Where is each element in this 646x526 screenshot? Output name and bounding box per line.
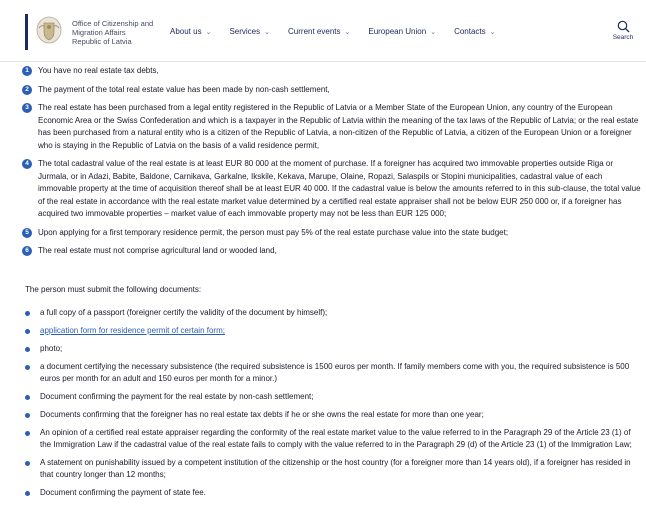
bullet-icon [25,311,30,316]
document-item [25,409,637,421]
coat-of-arms-icon[interactable] [36,16,62,44]
nav-label: Services [229,27,261,36]
site-header [0,0,646,62]
search-label: Search [612,34,634,41]
number-badge: 6 [22,246,32,256]
documents-list [25,307,637,499]
bullet-icon [25,365,30,370]
document-item [25,307,637,319]
nav-european-union[interactable] [368,27,436,36]
bullet-icon [25,491,30,496]
document-text: photo; [40,344,63,353]
search-button[interactable] [608,20,638,41]
bullet-icon [25,395,30,400]
chevron-down-icon: ⌄ [205,28,212,36]
document-item [25,325,637,337]
document-text: Document confirming the payment for the real estate by non-cash settlement; [40,392,314,401]
application-form-link[interactable]: application form for residence permit of certain form; [40,326,225,335]
chevron-down-icon: ⌄ [430,28,437,36]
document-text: Documents confirming that the foreigner has no real estate tax debts if he or she owns the real estate for more than one year; [40,410,484,419]
nav-current-events[interactable] [288,27,350,36]
nav-contacts[interactable] [454,27,495,36]
number-badge: 5 [22,228,32,238]
document-text: A statement on punishability issued by a competent institution of the citizenship or the host country (for a foreigner more than 14 years old), if a foreigner has resided in that country longer than 12 months; [40,458,631,479]
bullet-icon [25,461,30,466]
main-navigation [170,27,514,36]
nav-label: Current events [288,27,341,36]
conditions-list [22,62,642,258]
condition-item [22,158,642,221]
condition-item [22,102,642,152]
chevron-down-icon: ⌄ [264,28,271,36]
bullet-icon [25,413,30,418]
nav-services[interactable] [229,27,270,36]
document-item [25,457,637,481]
document-item [25,427,637,451]
number-badge: 1 [22,66,32,76]
condition-text: The payment of the total real estate value has been made by non-cash settlement, [38,84,330,94]
condition-item [22,84,642,97]
document-text: An opinion of a certified real estate appraiser regarding the conformity of the real estate market value to the value referred to in the Paragraph 29 of the Article 23 (1) of the Immigration Law if the cadastral value of the real estate fails to comply with the value referred to in the Paragraph 29 (d) of the Article 23 (1) of the Immigration Law; [40,428,632,449]
search-icon [617,20,630,33]
bullet-icon [25,347,30,352]
condition-text: You have no real estate tax debts, [38,66,159,75]
chevron-down-icon: ⌄ [489,28,496,36]
org-line: Office of Citizenship and [72,19,154,28]
nav-label: Contacts [454,27,486,36]
nav-label: European Union [368,27,427,36]
nav-label: About us [170,27,202,36]
org-line: Migration Affairs [72,28,126,37]
condition-text: The total cadastral value of the real estate is at least EUR 80 000 at the moment of purchase. If a foreigner has acquired two immovable properties outside Riga or Jurmala, or in Adazi, Babite, Baldone, Carnikava, Garkalne, Ikskile, Kekava, Marupe, Olaine, Ropazi, Salaspils or Stopini municipalities, cadastral value of each immovable property at the time of acquisition thereof shall be at least EUR 40 000. If the cadastral value is below the amounts referred to in this sub-clause, the total value of the real estate in accordance with the real estate market value determined by a certified real estate appraiser shall not be below EUR 250 000 or, if a foreigner has acquired two immovable properties – market value of each immovable property may not be less than EUR 125 000; [38,159,641,218]
nav-about-us[interactable] [170,27,211,36]
condition-item [22,245,642,258]
bullet-icon [25,329,30,334]
condition-text: The real estate has been purchased from a legal entity registered in the Republic of Latvia or a Member State of the European Union, any country of the European Economic Area or the Swiss Confederation and which is a taxpayer in the Republic of Latvia within the meaning of the tax laws of the Republic of Latvia; or the real estate has been purchased from a natural entity who is a citizen of the Republic of Latvia, a non-citizen of the Republic of Latvia, a citizen of the European Union or a foreigner who is staying in the Republic of Latvia on the basis of a valid residence permit, [38,103,639,150]
condition-item [22,65,642,78]
org-line: Republic of Latvia [72,37,132,46]
document-text: a full copy of a passport (foreigner certify the validity of the document by himself); [40,308,328,317]
document-item [25,391,637,403]
number-badge: 3 [22,103,32,113]
condition-item [22,227,642,240]
document-text: a document certifying the necessary subsistence (the required subsistence is 1500 euros per month. If family members come with you, the required subsistence is 500 euros per month for an adult and 150 euros per month for a minor.) [40,362,630,383]
number-badge: 2 [22,85,32,95]
organization-name[interactable] [72,19,162,46]
chevron-down-icon: ⌄ [344,28,351,36]
document-item [25,487,637,499]
condition-text: Upon applying for a first temporary residence permit, the person must pay 5% of the real estate purchase value into the state budget; [38,227,509,237]
condition-text: The real estate must not comprise agricultural land or wooded land, [38,246,277,255]
header-accent-bar [25,14,28,50]
document-item [25,361,637,385]
documents-intro: The person must submit the following documents: [25,285,202,294]
bullet-icon [25,431,30,436]
number-badge: 4 [22,159,32,169]
document-text: Document confirming the payment of state fee. [40,488,206,497]
document-item [25,343,637,355]
